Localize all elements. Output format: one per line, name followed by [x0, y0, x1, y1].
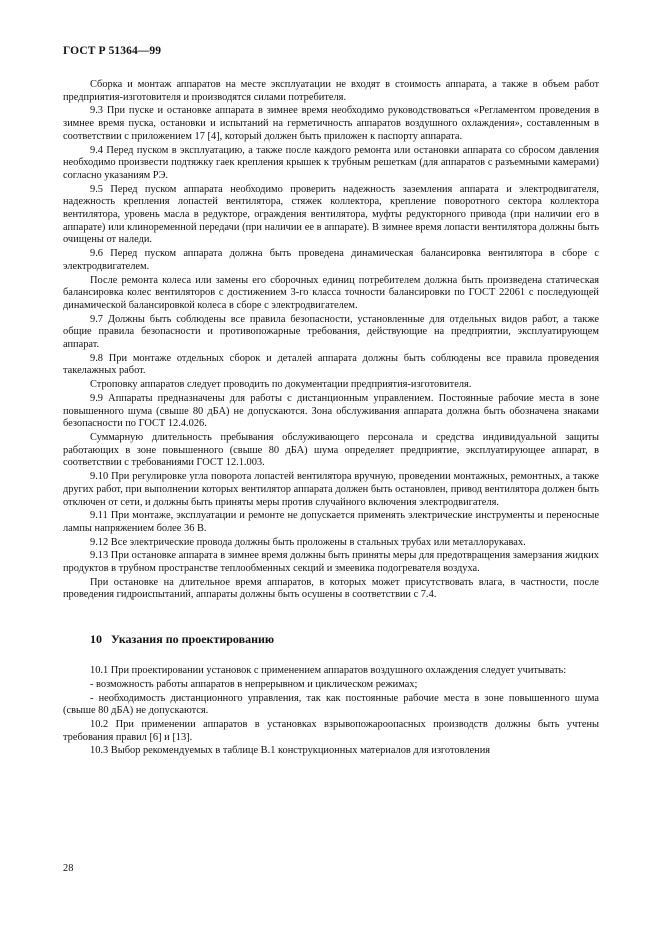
section-heading	[90, 632, 599, 646]
list-item: - необходимость дистанционного управления, так как постоянные рабочие места в зоне повышенного шума (свыше 80 дБА) не допускаются.	[63, 692, 599, 717]
paragraph: После ремонта колеса или замены его сборочных единиц потребителем должна быть произведена статическая балансировка колес вентиляторов с достижением 3-го класса точности балансировки по ГОСТ 22061 с последующей динамической балансировкой колеса в сборе с электродвигателем.	[63, 274, 599, 311]
paragraph-9-11: 9.11 При монтаже, эксплуатации и ремонте не допускается применять электрические инструменты и переносные лампы напряжением более 36 В.	[63, 510, 599, 534]
section-title: Указания по проектированию	[111, 632, 275, 647]
paragraph: Суммарную длительность пребывания обслуживающего персонала и средства индивидуальной защиты работающих в зоне повышенного (свыше 80 дБА) шума определяет предприятие, эксплуатирующее аппарат, в соответствии с требованиями ГОСТ 12.1.003.	[63, 431, 599, 469]
section-number: 10	[90, 632, 102, 647]
paragraph-9-4: 9.4 Перед пуском в эксплуатацию, а также после каждого ремонта или остановки аппарата со сбросом давления необходимо произвести подтяжку гаек крепления крышек к трубным решеткам (для аппаратов с разъемными камерами) согласно указаниям РЭ.	[63, 144, 599, 181]
paragraph-10-1: 10.1 При проектировании установок с применением аппаратов воздушного охлаждения следует учитывать:	[90, 665, 567, 677]
paragraph-10-3: 10.3 Выбор рекомендуемых в таблице В.1 конструкционных материалов для изготовления	[90, 745, 491, 757]
list-item: - возможность работы аппаратов в непрерывном и циклическом режимах;	[90, 678, 418, 690]
paragraph: Сборка и монтаж аппаратов на месте эксплуатации не входят в стоимость аппарата, а также в объем работ предприятия-изготовителя и производятся силами потребителя.	[63, 79, 599, 103]
paragraph: Строповку аппаратов следует проводить по документации предприятия-изготовителя.	[90, 379, 472, 391]
paragraph-9-9: 9.9 Аппараты предназначены для работы с дистанционным управлением. Постоянные рабочие места в зоне повышенного шума (свыше 80 дБА) не допускаются. Зона обслуживания аппарата должна быть обозначена знаками безопасности по ГОСТ 12.4.026.	[63, 392, 599, 430]
paragraph: При остановке на длительное время аппаратов, в которых может присутствовать влага, в частности, после проведения гидроиспытаний, аппараты должны быть осушены в соответствии с 7.4.	[63, 576, 599, 601]
document-body	[63, 79, 599, 759]
page-number: 28	[63, 863, 74, 874]
paragraph-9-12: 9.12 Все электрические провода должны быть проложены в стальных трубах или металлорукавах.	[90, 536, 526, 548]
paragraph-9-8: 9.8 При монтаже отдельных сборок и деталей аппарата должны быть соблюдены все правила проведения такелажных работ.	[63, 352, 599, 377]
paragraph-9-6: 9.6 Перед пуском аппарата должна быть проведена динамическая балансировка вентилятора в сборе с электродвигателем.	[63, 248, 599, 272]
document-header: ГОСТ Р 51364—99	[63, 45, 162, 57]
paragraph-9-5: 9.5 Перед пуском аппарата необходимо проверить надежность заземления аппарата и электродвигателя, надежность крепления лопастей вентилятора, стяжек коллектора, крепление поворотного сектора коллектора вентилятора, уровень масла в редукторе, ограждения вентилятора, муфты редукторного привода (при наличии его в аппарате) или клиноременной передачи (при наличии ее в аппарате). В зимнее время лопасти вентилятора должны быть очищены от наледи.	[63, 183, 599, 246]
paragraph-9-10: 9.10 При регулировке угла поворота лопастей вентилятора вручную, проведении монтажных, ремонтных, а также других работ, при выполнении которых вентилятор аппарата должен быть остановлен, привод вентилятора должен быть отключен от сети, и должны быть приняты меры против случайного включения электродвигателя.	[63, 471, 599, 508]
paragraph-9-7: 9.7 Должны быть соблюдены все правила безопасности, установленные для отдельных видов работ, а также общие правила безопасности и противопожарные требования, действующие на предприятии, эксплуатирующем аппарат.	[63, 313, 599, 351]
paragraph-9-13: 9.13 При остановке аппарата в зимнее время должны быть приняты меры для предотвращения замерзания жидких продуктов в трубном пространстве теплообменных секций и змеевика подогревателя воздуха.	[63, 550, 599, 575]
paragraph-10-2: 10.2 При применении аппаратов в установках взрывопожароопасных производств должны быть учтены требования правил [6] и [13].	[63, 718, 599, 743]
paragraph-9-3: 9.3 При пуске и остановке аппарата в зимнее время необходимо руководствоваться «Регламентом проведения в зимнее время пуска, остановки и испытаний на герметичность аппаратов воздушного охлаждения», составленным в соответствии с приложением 17 [4], который должен быть приложен к паспорту аппарата.	[63, 105, 599, 142]
